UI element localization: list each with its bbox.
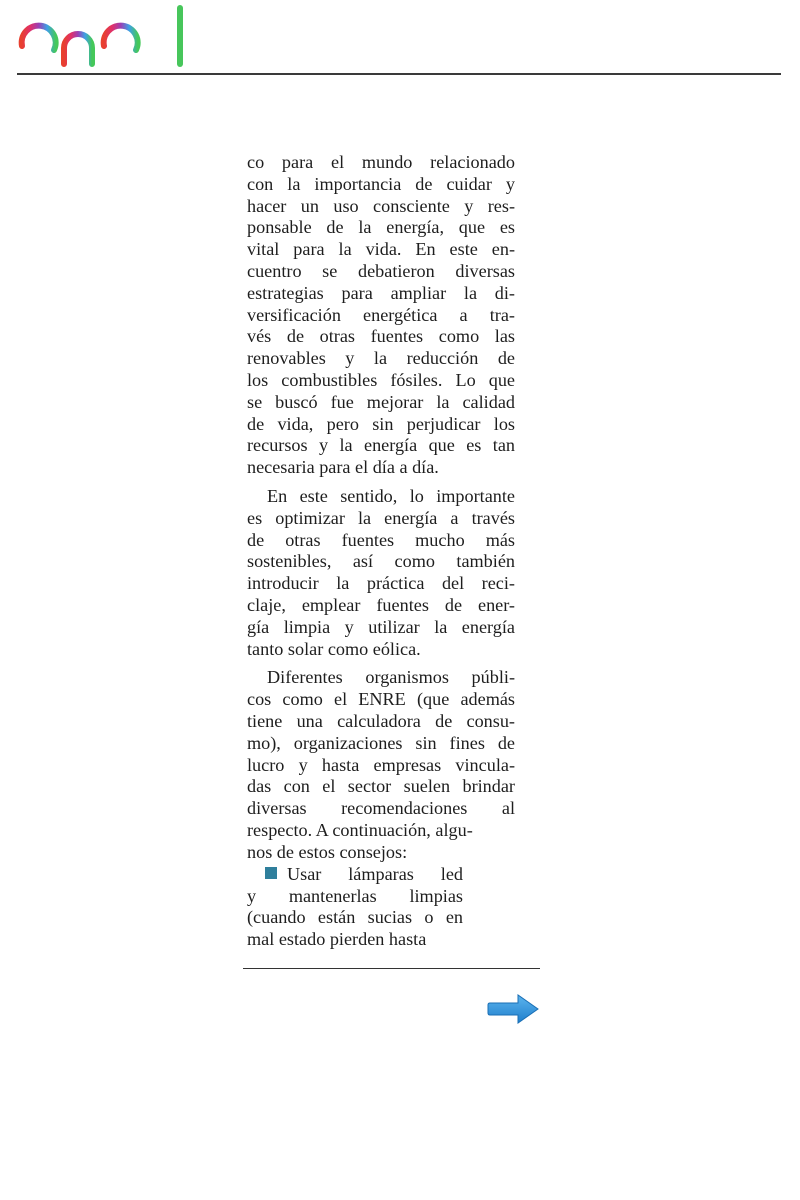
header-divider [17, 73, 781, 75]
article-tail [247, 842, 463, 951]
text-line: sostenibles, así como también [247, 551, 515, 572]
text-line: recursos y la energía que es tan [247, 435, 515, 456]
text-line: estrategias para ampliar la di- [247, 282, 515, 303]
bullet-square-icon [265, 867, 277, 879]
text-line: tanto solar como eólica. [247, 638, 421, 659]
text-line: hacer un uso consciente y res- [247, 195, 515, 216]
bullet-item [247, 864, 463, 886]
text-line: respecto. A continuación, algu- [247, 819, 473, 840]
paragraph-3 [247, 667, 515, 841]
text-line: nos de estos consejos: [247, 842, 408, 862]
enel-logo [16, 4, 188, 73]
text-line: das con el sector suelen brindar [247, 776, 515, 797]
text-line: mal estado pierden hasta [247, 929, 427, 950]
enel-logo-graphic [16, 4, 188, 68]
text-line: ponsable de la energía, que es [247, 217, 515, 238]
paragraph-1 [247, 152, 515, 479]
text-line: (cuando están sucias o en [247, 907, 463, 928]
text-line: En este sentido, lo importante [267, 485, 515, 506]
text-line: tiene una calculadora de consu- [247, 710, 515, 731]
text-line: gía limpia y utilizar la energía [247, 616, 515, 637]
paragraph-2 [247, 486, 515, 660]
text-line: diversas recomendaciones al [247, 798, 515, 819]
text-line: versificación energética a tra- [247, 304, 515, 325]
text-line: co para el mundo relacionado [247, 152, 515, 172]
footer-divider [243, 968, 540, 969]
right-arrow-icon [486, 992, 540, 1026]
text-line: se buscó fue mejorar la calidad [247, 391, 515, 412]
text-line: necesaria para el día a día. [247, 457, 439, 478]
text-line: de otras fuentes mucho más [247, 529, 515, 550]
text-line: y mantenerlas limpias [247, 885, 463, 906]
text-line: introducir la práctica del reci- [247, 573, 515, 594]
text-line: vés de otras fuentes como las [247, 326, 515, 347]
text-line: cuentro se debatieron diversas [247, 260, 515, 281]
text-line: los combustibles fósiles. Lo que [247, 369, 515, 390]
text-line: con la importancia de cuidar y [247, 173, 515, 194]
text-line: cos como el ENRE (que además [247, 689, 515, 710]
text-line: de vida, pero sin perjudicar los [247, 413, 515, 434]
text-line: vital para la vida. En este en- [247, 239, 515, 260]
bullet-text: Usar lámparas led [287, 863, 463, 884]
text-line: Diferentes organismos públi- [267, 667, 515, 688]
text-line: claje, emplear fuentes de ener- [247, 594, 515, 615]
text-line: es optimizar la energía a través [247, 507, 515, 528]
next-page-button[interactable] [486, 992, 540, 1026]
text-line: lucro y hasta empresas vincula- [247, 754, 515, 775]
text-line: mo), organizaciones sin fines de [247, 732, 515, 753]
text-line: renovables y la reducción de [247, 348, 515, 369]
article-column [247, 152, 515, 842]
